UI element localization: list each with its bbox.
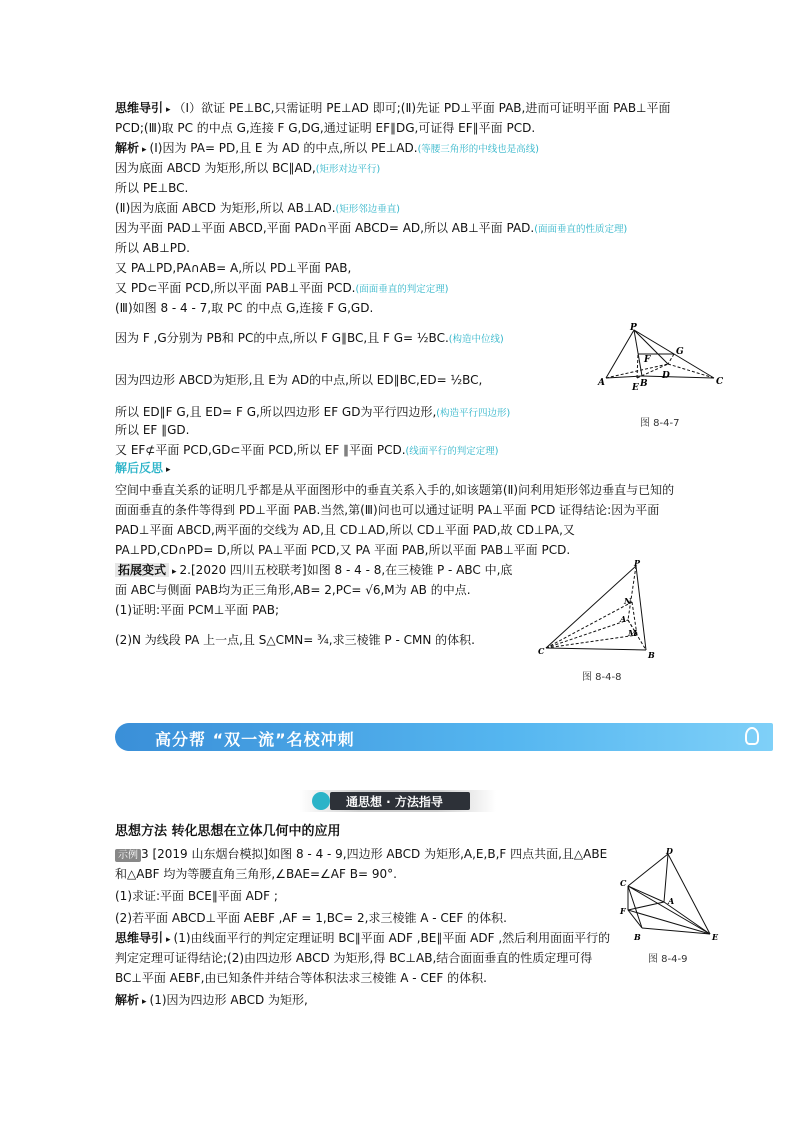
text-line	[115, 888, 278, 904]
line-text: (Ⅰ)因为 PA= PD,且 E 为 AD 的中点,所以 PE⊥AD.	[149, 141, 418, 155]
line-text: (1)由线面平行的判定定理证明 BC∥平面 ADF ,BE∥平面 ADF ,然后利用面面平行的	[173, 931, 611, 945]
label-M: M	[628, 628, 637, 638]
line-text: (1)证明:平面 PCM⊥平面 PAB;	[115, 603, 280, 617]
section-label: 拓展变式	[115, 563, 169, 577]
line-text: 所以 EF ∥GD.	[115, 423, 190, 437]
label-E: E	[632, 383, 639, 392]
text-line	[115, 180, 188, 196]
text-line	[115, 992, 308, 1010]
annotation: (矩形邻边垂直)	[335, 204, 400, 215]
figure-caption-8-4-9: 图 8-4-9	[648, 954, 688, 965]
line-text: PAD⊥平面 ABCD,两平面的交线为 AD,且 CD⊥AD,所以 CD⊥平面 PAD,故 CD⊥PA,又	[115, 523, 575, 537]
label-E: E	[712, 932, 719, 942]
label-G: G	[676, 347, 684, 357]
line-text: PA⊥PD,CD∩PD= D,所以 PA⊥平面 PCD,又 PA 平面 PAB,所以平面 PAB⊥平面 PCD.	[115, 543, 571, 557]
text-line	[115, 120, 535, 136]
label-B: B	[640, 379, 648, 389]
label-P: P	[634, 560, 641, 568]
line-text: (1)因为四边形 ABCD 为矩形,	[149, 993, 308, 1007]
text-line	[115, 100, 671, 118]
badge-text: 通思想 · 方法指导	[346, 795, 443, 809]
lightbulb-icon	[745, 727, 759, 745]
label-C: C	[538, 646, 545, 656]
text-line	[115, 866, 397, 882]
text-line	[115, 200, 400, 218]
section-label: 思维导引	[115, 931, 164, 945]
line-text: 空间中垂直关系的证明几乎都是从平面图形中的垂直关系入手的,如该题第(Ⅱ)问利用矩形邻边垂直与已知的	[115, 483, 675, 497]
figure-8-4-8	[536, 560, 666, 660]
text-line	[115, 460, 174, 478]
text-line	[115, 260, 351, 276]
method-section-badge	[300, 790, 496, 812]
line-text: 又 PD⊂平面 PCD,所以平面 PAB⊥平面 PCD.	[115, 281, 356, 295]
figure-8-4-7	[596, 322, 736, 392]
text-line	[115, 422, 189, 438]
text-line	[115, 330, 504, 348]
annotation: (面面垂直的性质定理)	[534, 224, 628, 235]
text-line	[115, 482, 674, 498]
line-text: 2.[2020 四川五校联考]如图 8 - 4 - 8,在三棱锥 P - ABC 中,底	[179, 563, 513, 577]
line-text: 和△ABF 均为等腰直角三角形,∠BAE=∠AF B= 90°.	[115, 867, 397, 881]
label-C: C	[716, 377, 724, 387]
section-banner	[115, 723, 773, 751]
section-label: 思维导引	[115, 101, 164, 115]
label-P: P	[630, 323, 637, 333]
line-text: (2)N 为线段 PA 上一点,且 S△CMN= ¾,求三棱锥 P - CMN 的体积.	[115, 633, 475, 647]
text-line	[115, 602, 279, 618]
banner-title: 高分帮 “双一流”名校冲刺	[155, 730, 355, 749]
label-A: A	[668, 896, 675, 906]
line-text: 面 ABC与侧面 PAB均为正三角形,AB= 2,PC= √6,M为 AB 的中点.	[115, 583, 471, 597]
label-B: B	[634, 932, 641, 942]
arrow-icon: ▸	[172, 567, 177, 577]
figure-caption-8-4-7: 图 8-4-7	[640, 418, 680, 429]
line-text: PCD;(Ⅲ)取 PC 的中点 G,连接 F G,DG,通过证明 EF∥DG,可证得 EF∥平面 PCD.	[115, 121, 536, 135]
label-F: F	[644, 355, 651, 365]
label-A: A	[620, 614, 627, 624]
line-text: 因为 F ,G分别为 PB和 PC的中点,所以 F G∥BC,且 F G= ½BC.	[115, 331, 449, 345]
label-D: D	[666, 848, 673, 856]
section-label: 解析	[115, 141, 140, 155]
line-text: 面面垂直的条件等得到 PD⊥平面 PAB.当然,第(Ⅲ)问也可以通过证明 PA⊥平面 PCD 证得结论:因为平面	[115, 503, 660, 517]
figure-8-4-9	[616, 848, 726, 944]
line-text: 所以 ED∥F G,且 ED= F G,所以四边形 EF GD为平行四边形,	[115, 405, 437, 419]
text-line	[115, 140, 539, 158]
arrow-icon: ▸	[166, 105, 171, 115]
line-text: 所以 PE⊥BC.	[115, 181, 189, 195]
text-line	[115, 372, 482, 388]
text-line	[115, 562, 512, 580]
text-line	[115, 160, 380, 178]
label-N: N	[624, 596, 632, 606]
annotation: (矩形对边平行)	[315, 164, 381, 175]
section-label: 解后反思	[115, 461, 164, 475]
line-text: (Ⅱ)因为底面 ABCD 为矩形,所以 AB⊥AD.	[115, 201, 336, 215]
arrow-icon: ▸	[166, 935, 171, 945]
example-tag: 示例	[115, 849, 141, 862]
label-A: A	[598, 378, 605, 388]
line-text: 因为四边形 ABCD为矩形,且 E为 AD的中点,所以 ED∥BC,ED= ½BC,	[115, 373, 483, 387]
lightbulb-icon	[312, 792, 330, 810]
figure-caption-8-4-8: 图 8-4-8	[582, 672, 622, 683]
line-text: 3 [2019 山东烟台模拟]如图 8 - 4 - 9,四边形 ABCD 为矩形,A,E,B,F 四点共面,且△ABE	[141, 847, 608, 861]
annotation: (构造平行四边形)	[436, 408, 511, 419]
text-line	[115, 240, 190, 256]
text-line	[115, 404, 510, 422]
text-line	[115, 442, 498, 460]
method-heading: 思想方法 转化思想在立体几何中的应用	[115, 824, 341, 839]
text-line	[115, 542, 570, 558]
text-line	[115, 632, 475, 648]
line-text: BC⊥平面 AEBF,由已知条件并结合等体积法求三棱锥 A - CEF 的体积.	[115, 971, 487, 985]
arrow-icon: ▸	[142, 145, 147, 155]
line-text: (2)若平面 ABCD⊥平面 AEBF ,AF = 1,BC= 2,求三棱锥 A - CEF 的体积.	[115, 911, 507, 925]
line-text: 判定定理可证得结论;(2)由四边形 ABCD 为矩形,得 BC⊥AB,结合面面垂直的性质定理可得	[115, 951, 593, 965]
text-line	[115, 220, 627, 238]
annotation: (线面平行的判定定理)	[405, 446, 499, 457]
text-line	[115, 846, 607, 862]
section-label: 解析	[115, 993, 140, 1007]
line-text: 又 EF⊄平面 PCD,GD⊂平面 PCD,所以 EF ∥平面 PCD.	[115, 443, 406, 457]
annotation: (构造中位线)	[448, 334, 504, 345]
arrow-icon: ▸	[166, 465, 171, 475]
line-text: 所以 AB⊥PD.	[115, 241, 191, 255]
label-D: D	[662, 371, 670, 381]
text-line	[115, 582, 471, 598]
text-line	[115, 910, 507, 926]
line-text: 因为底面 ABCD 为矩形,所以 BC∥AD,	[115, 161, 316, 175]
line-text: (Ⅲ)如图 8 - 4 - 7,取 PC 的中点 G,连接 F G,GD.	[115, 301, 374, 315]
text-line	[115, 950, 592, 966]
text-line	[115, 300, 373, 316]
annotation: (等腰三角形的中线也是高线)	[417, 144, 539, 155]
arrow-icon: ▸	[142, 997, 147, 1007]
line-text: 又 PA⊥PD,PA∩AB= A,所以 PD⊥平面 PAB,	[115, 261, 352, 275]
label-C: C	[620, 878, 627, 888]
text-line	[115, 502, 659, 518]
text-line	[115, 522, 575, 538]
line-text: 因为平面 PAD⊥平面 ABCD,平面 PAD∩平面 ABCD= AD,所以 AB⊥平面 PAD.	[115, 221, 535, 235]
annotation: (面面垂直的判定定理)	[355, 284, 449, 295]
text-line	[115, 930, 610, 948]
label-F: F	[620, 906, 626, 916]
line-text: (1)求证:平面 BCE∥平面 ADF ;	[115, 889, 278, 903]
label-B: B	[648, 650, 655, 660]
text-line	[115, 280, 448, 298]
text-line	[115, 970, 487, 986]
line-text: （Ⅰ）欲证 PE⊥BC,只需证明 PE⊥AD 即可;(Ⅱ)先证 PD⊥平面 PAB,进而可证明平面 PAB⊥平面	[173, 101, 671, 115]
